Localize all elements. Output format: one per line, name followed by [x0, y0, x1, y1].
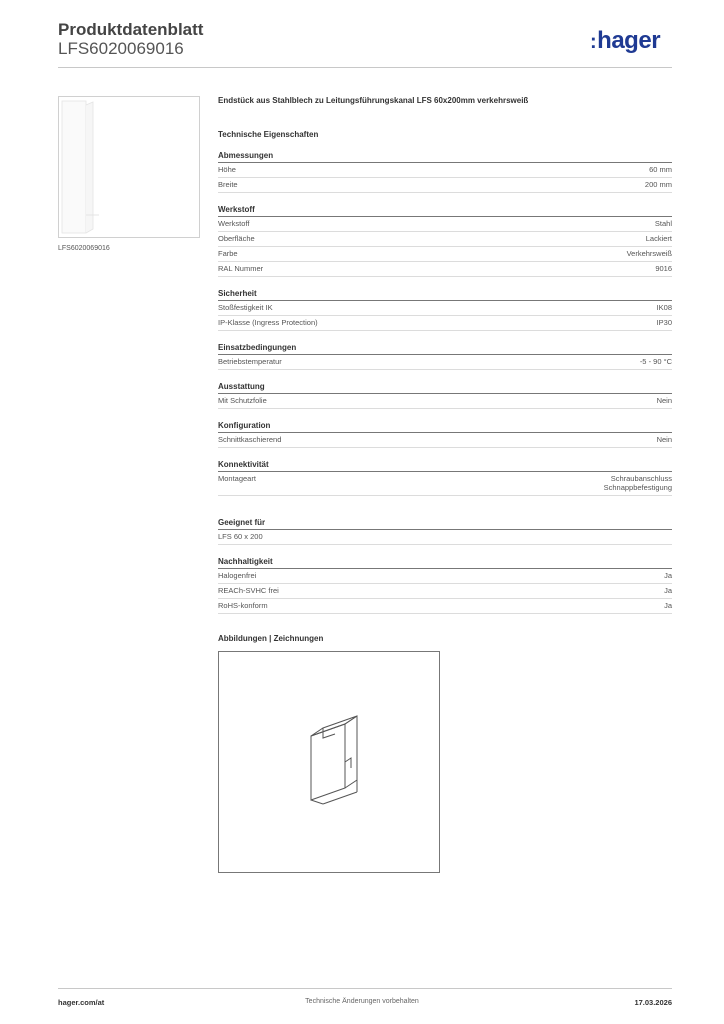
section-title: Abmessungen [218, 151, 672, 163]
spec-value: Ja [664, 601, 672, 610]
spec-value: IK08 [656, 303, 672, 312]
spec-row [218, 530, 672, 545]
spec-row [218, 262, 672, 277]
spec-value: IP30 [656, 318, 672, 327]
footer-website[interactable]: hager.com/at [58, 998, 105, 1007]
spec-sections [218, 151, 672, 614]
figure-heading: Abbildungen | Zeichnungen [218, 634, 324, 643]
spec-label: Schnittkaschierend [218, 435, 282, 444]
product-description: Endstück aus Stahlblech zu Leitungsführungskanal LFS 60x200mm verkehrsweiß [218, 96, 529, 105]
spec-section [218, 343, 672, 370]
spec-label: Oberfläche [218, 234, 255, 243]
spec-row [218, 217, 672, 232]
spec-label: Stoßfestigkeit IK [218, 303, 273, 312]
product-drawing [219, 652, 439, 872]
drawing-frame [218, 651, 440, 873]
section-title: Konfiguration [218, 421, 672, 433]
spec-row [218, 472, 672, 496]
spec-row [218, 301, 672, 316]
spec-section [218, 557, 672, 614]
footer-notice: Technische Änderungen vorbehalten [305, 998, 419, 1005]
spec-value: -5 - 90 °C [639, 357, 672, 366]
spec-label: Höhe [218, 165, 236, 174]
spec-row [218, 247, 672, 262]
spec-row [218, 584, 672, 599]
tech-heading: Technische Eigenschaften [218, 130, 319, 139]
spec-value: Schraubanschluss Schnappbefestigung [603, 474, 672, 492]
spec-row [218, 433, 672, 448]
spec-value: Ja [664, 586, 672, 595]
spec-value: 60 mm [649, 165, 672, 174]
main-content [218, 94, 672, 873]
spec-label: IP-Klasse (Ingress Protection) [218, 318, 318, 327]
section-title: Sicherheit [218, 289, 672, 301]
spec-section [218, 421, 672, 448]
spec-row [218, 163, 672, 178]
spec-value: Stahl [654, 219, 672, 228]
section-title: Werkstoff [218, 205, 672, 217]
footer-divider [58, 988, 672, 989]
spec-section [218, 518, 672, 545]
hager-logo: :hager [590, 27, 661, 54]
spec-value: 200 mm [644, 180, 672, 189]
spec-label: Montageart [218, 474, 256, 483]
spec-label: Betriebstemperatur [218, 357, 282, 366]
spec-row [218, 569, 672, 584]
spec-section [218, 382, 672, 409]
product-thumbnail-image [59, 97, 199, 237]
spec-label: Halogenfrei [218, 571, 257, 580]
spec-section [218, 289, 672, 331]
spec-label: LFS 60 x 200 [218, 532, 263, 541]
spec-section [218, 460, 672, 496]
page-title: Produktdatenblatt [58, 20, 204, 39]
section-title: Ausstattung [218, 382, 672, 394]
spec-label: REACh-SVHC frei [218, 586, 279, 595]
section-title: Geeignet für [218, 518, 672, 530]
header-divider [58, 67, 672, 68]
spec-value: Lackiert [645, 234, 672, 243]
spec-row [218, 316, 672, 331]
spec-label: RAL Nummer [218, 264, 264, 273]
section-title: Nachhaltigkeit [218, 557, 672, 569]
spec-label: Werkstoff [218, 219, 250, 228]
section-title: Konnektivität [218, 460, 672, 472]
spec-value: Nein [656, 396, 672, 405]
spec-label: RoHS-konform [218, 601, 268, 610]
product-code: LFS6020069016 [58, 39, 184, 58]
spec-section [218, 205, 672, 277]
spec-row [218, 178, 672, 193]
spec-row [218, 355, 672, 370]
spec-label: Mit Schutzfolie [218, 396, 267, 405]
section-title: Einsatzbedingungen [218, 343, 672, 355]
spec-row [218, 232, 672, 247]
spec-value: Verkehrsweiß [626, 249, 672, 258]
thumbnail-caption: LFS6020069016 [58, 245, 110, 252]
product-thumbnail [58, 96, 200, 238]
footer-date: 17.03.2026 [634, 998, 672, 1007]
spec-value: 9016 [655, 264, 672, 273]
spec-row [218, 599, 672, 614]
spec-label: Farbe [218, 249, 238, 258]
spec-section [218, 151, 672, 193]
spec-label: Breite [218, 180, 238, 189]
spec-row [218, 394, 672, 409]
spec-value: Nein [656, 435, 672, 444]
spec-value: Ja [664, 571, 672, 580]
